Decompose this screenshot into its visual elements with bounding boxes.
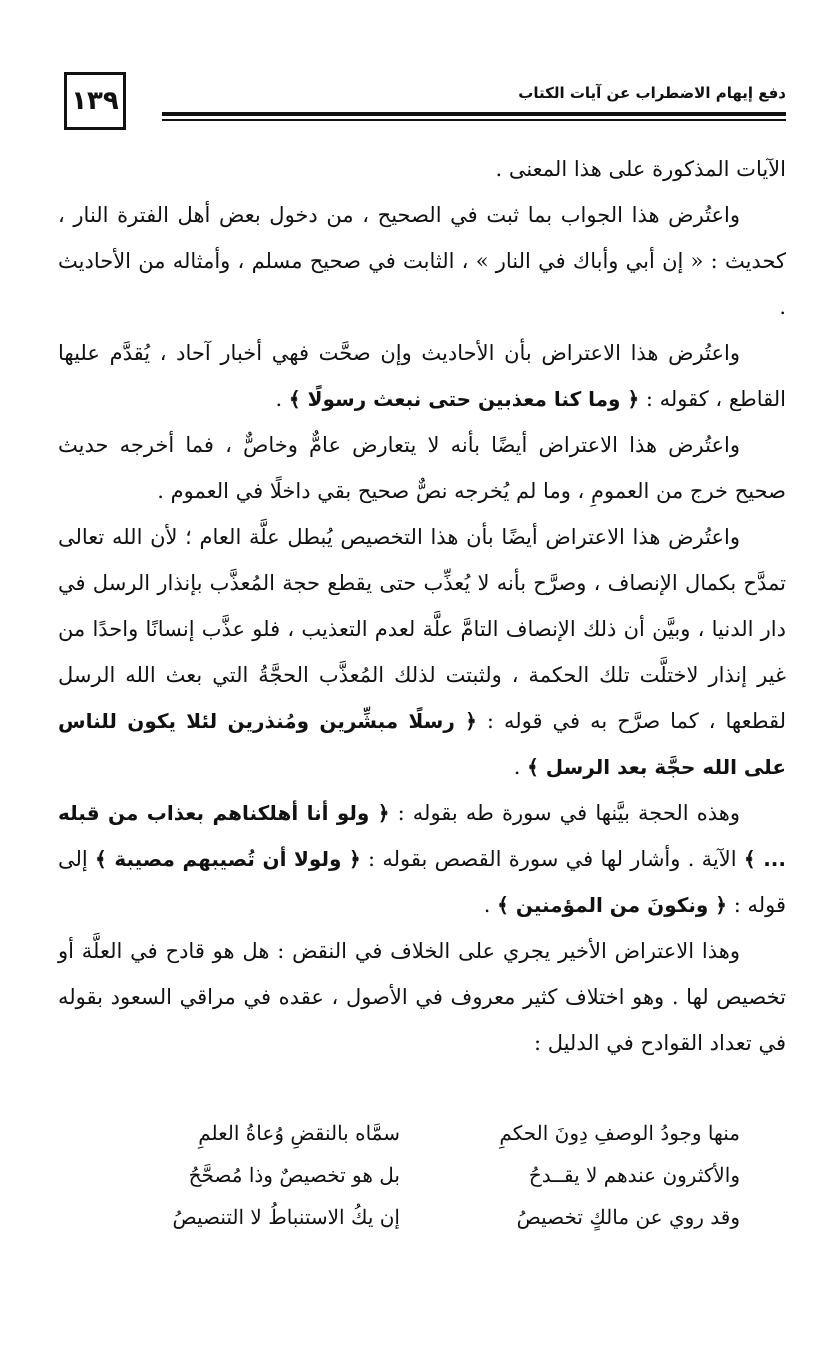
poem-second-hemistich: بل هو تخصيصٌ وذا مُصحَّحُ xyxy=(188,1163,400,1187)
paragraph-text: واعتُرض هذا الاعتراض بأن الأحاديث وإن صحَّت فهي أخبار آحاد ، يُقدَّم عليها القاطع ، كقوله : xyxy=(58,341,786,411)
page-header xyxy=(64,72,786,136)
paragraph xyxy=(58,330,786,422)
quran-verse: ﴿ رسلًا مبشِّرين ومُنذرين لئلا يكون للناس على الله حجَّة بعد الرسل ﴾ xyxy=(58,709,786,779)
paragraph xyxy=(58,146,786,192)
poem-second-hemistich: سمَّاه بالنقضِ وُعاةُ العلمِ xyxy=(198,1121,400,1145)
poem-first-hemistich: منها وجودُ الوصفِ دِونَ الحكمِ xyxy=(499,1121,740,1145)
paragraph xyxy=(58,514,786,790)
poem-line xyxy=(110,1112,740,1154)
running-title: دفع إيهام الاضطراب عن آيات الكتاب xyxy=(518,84,786,102)
poem-first-hemistich: والأكثرون عندهم لا يقــدحُ xyxy=(528,1163,740,1187)
paragraph-text: واعتُرض هذا الجواب بما ثبت في الصحيح ، من دخول بعض أهل الفترة النار ، كحديث : « إن أبي وأباك في النار » ، الثابت في صحيح مسلم ، وأمثاله من الأحاديث . xyxy=(58,203,786,319)
body-text xyxy=(58,146,786,1066)
poem-line xyxy=(110,1196,740,1238)
paragraph-text: واعتُرض هذا الاعتراض أيضًا بأنه لا يتعارض عامٌّ وخاصٌّ ، فما أخرجه حديث صحيح خرج من العمومِ ، وما لم يُخرجه نصٌّ صحيح بقي داخلًا في العموم . xyxy=(58,433,786,503)
poem-line xyxy=(110,1154,740,1196)
paragraph-text: الآية . وأشار لها في سورة القصص بقوله : xyxy=(360,847,744,871)
paragraph-text: واعتُرض هذا الاعتراض أيضًا بأن هذا التخصيص يُبطل علَّة العام ؛ لأن الله تعالى تمدَّح بكمال الإنصاف ، وصرَّح بأنه لا يُعذِّب حتى يقطع حجة المُعذَّب بإنذار الرسل في دار الدنيا ، وبيَّن أن ذلك الإنصاف التامَّ علَّة لعدم التعذيب ، فلو عذَّب إنسانًا واحدًا من غير إنذار لاختلَّت تلك الحكمة ، ولثبتت لذلك المُعذَّب الحجَّةُ التي بعث الله الرسل لقطعها ، كما صرَّح به في قوله : xyxy=(58,525,786,733)
quran-verse: ﴿ وما كنا معذبين حتى نبعث رسولًا ﴾ xyxy=(288,387,640,411)
poem-first-hemistich: وقد روي عن مالكٍ تخصيصُ xyxy=(516,1205,740,1229)
poem-verses xyxy=(110,1112,740,1238)
header-rule-thick xyxy=(162,112,786,116)
paragraph-text: . xyxy=(513,755,528,779)
poem-second-hemistich: إن يكُ الاستنباطُ لا التنصيصُ xyxy=(172,1205,400,1229)
paragraph xyxy=(58,928,786,1066)
paragraph-text: الآيات المذكورة على هذا المعنى . xyxy=(495,157,786,181)
quran-verse: ﴿ ونكونَ من المؤمنين ﴾ xyxy=(497,893,728,917)
paragraph-text: . xyxy=(275,387,289,411)
paragraph-text: إلى قوله : xyxy=(58,847,786,917)
paragraph xyxy=(58,790,786,928)
header-rule-thin xyxy=(162,119,786,121)
paragraph-text: . xyxy=(483,893,498,917)
page-number: ١٣٩ xyxy=(64,72,126,130)
paragraph-text: وهذا الاعتراض الأخير يجري على الخلاف في النقض : هل هو قادح في العلَّة أو تخصيص لها . وهو اختلاف كثير معروف في الأصول ، عقده في مراقي السعود بقوله في تعداد القوادح في الدليل : xyxy=(58,939,786,1055)
paragraph-text: وهذه الحجة بيَّنها في سورة طه بقوله : xyxy=(389,801,740,825)
paragraph xyxy=(58,192,786,330)
paragraph xyxy=(58,422,786,514)
quran-verse: ﴿ ولو أنا أهلكناهم بعذاب من قبله ... ﴾ xyxy=(58,801,786,871)
quran-verse: ﴿ ولولا أن تُصيبهم مصيبة ﴾ xyxy=(95,847,361,871)
